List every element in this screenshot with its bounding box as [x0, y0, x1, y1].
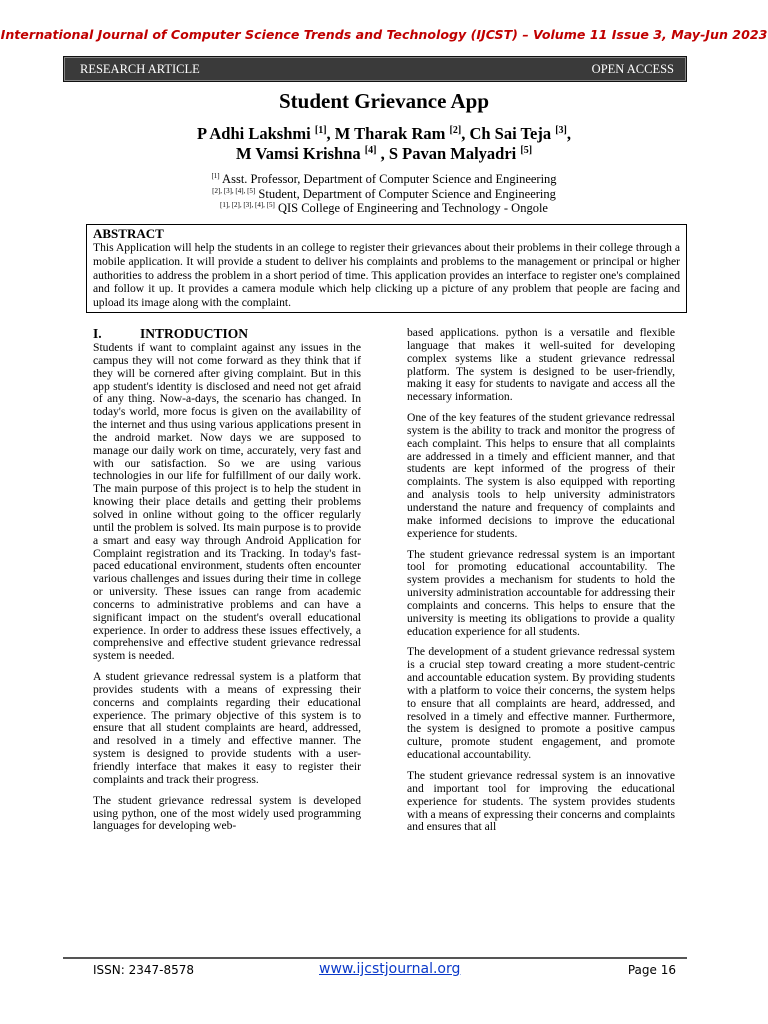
access-label: OPEN ACCESS	[591, 61, 674, 76]
section-title: INTRODUCTION	[140, 326, 249, 341]
paragraph: One of the key features of the student grievance redressal system is the ability to track and monitor the progress of each complaint. This helps to ensure that all complaints are addressed in a timely and efficient manner, and that students are kept informed of the progress of their complaints. The system is also equipped with reporting and analysis tools to help university administrators understand the nature and frequency of complaints and make informed decisions to improve the educational experience for students.	[407, 411, 675, 540]
affiliation-line	[0, 187, 768, 202]
author-name: M Vamsi Krishna	[235, 144, 365, 163]
author-name: P Adhi Lakshmi	[197, 124, 315, 143]
affiliation-ref: [1]	[211, 172, 220, 180]
paragraph: The development of a student grievance redressal system is a crucial step toward creating a more student-centric and accountable education system. By providing students with a platform to voice their concerns, the system helps to ensure that all complaints are heard, addressed, and resolved in a timely and effective manner. Furthermore, the system is designed to promote a positive campus culture, promote student engagement, and promote educational accountability.	[407, 645, 675, 762]
affiliation-ref: [2], [3], [4], [5]	[212, 186, 256, 195]
author-separator: ,	[566, 124, 571, 143]
author-list	[0, 124, 768, 164]
issn-label: ISSN: 2347-8578	[93, 963, 195, 977]
journal-header: International Journal of Computer Science Trends and Technology (IJCST) – Volume 11 Issue 3, May-Jun 2023	[0, 27, 768, 42]
section-number: I.	[93, 326, 102, 341]
paragraph: Students if want to complaint against any issues in the campus they will not come forward as they think that if they will be cornered after giving complaint. But in this app student's identity is disclosed and need not get afraid of any thing. Now-a-days, the scenario has changed. In today's world, more focus is given on the availability of the internet and thus using various applications present in the android market. Now days we are supposed to manage our daily work on time, accurately, very fast and with our satisfaction. So we are using various technologies in our life for fulfillment of our daily work. The main purpose of this project is to help the student in knowing their place details and getting their problems solved in online without going to the officer regularly until the problem is solved. Its main purpose is to provide a smart and easy way through Android Application for Complaint registration and its Tracking. In today's fast-paced educational environment, students often encounter various challenges and issues during their time in college or university. These issues can range from academic concerns to administrative problems and can have a significant impact on the student's overall educational experience. In order to address these issues effectively, a comprehensive and effective student grievance redressal system is needed.	[93, 341, 361, 663]
paragraph: A student grievance redressal system is a platform that provides students with a means of expressing their concerns and complaints regarding their educational experience. The primary objective of this system is to ensure that all student complaints are heard, addressed, and resolved in a timely and effective manner. The system is designed to provide students with a user-friendly interface that makes it easy to register their complaints and track their progress.	[93, 670, 361, 786]
affiliation-text: QIS College of Engineering and Technology - Ongole	[274, 201, 548, 215]
author-ref: [1]	[314, 125, 327, 136]
right-column	[407, 327, 675, 842]
author-name: , Ch Sai Teja	[461, 124, 556, 143]
affiliation-line	[0, 201, 768, 216]
author-ref: [3]	[555, 125, 567, 136]
author-ref: [2]	[449, 125, 462, 136]
paragraph: based applications. python is a versatile and flexible language that makes it well-suited for developing complex systems like a student grievance redressal platform. The system is designed to be user-friendly, making it easy for students to navigate and access all the necessary information.	[407, 326, 675, 404]
abstract-text: This Application will help the students in an college to register their grievances about their problems in their college through a mobile application. It will provide a student to deliver his complaints and problems to the management or principal or higher authorities to address the problem in a short period of time. This application provides an interface to register one's complained and follow it up. It provides a camera module which help clicking up a picture of any problem that people are facing and upload its image along with the complaint.	[93, 241, 680, 310]
author-ref: [4]	[364, 145, 377, 156]
author-ref: [5]	[520, 145, 533, 156]
paragraph: The student grievance redressal system is an innovative and important tool for improving the educational experience for students. The system provides students with a means of expressing their concerns and complaints and ensures that all	[407, 769, 675, 834]
article-type-label: RESEARCH ARTICLE	[80, 61, 200, 76]
paragraph: The student grievance redressal system is an important tool for promoting educational accountability. The system provides a mechanism for students to hold the university administration accountable for addressing their complaints and concerns. This helps to ensure that the university is meeting its obligations to provide a quality education experience for all students.	[407, 547, 675, 638]
affiliation-text: Asst. Professor, Department of Computer Science and Engineering	[219, 172, 557, 186]
affiliation-line	[0, 172, 768, 187]
section-heading	[93, 326, 361, 342]
author-name: , M Tharak Ram	[326, 124, 450, 143]
page-number: Page 16	[627, 963, 676, 977]
author-line-2	[0, 144, 768, 164]
author-name: , S Pavan Malyadri	[376, 144, 521, 163]
abstract-heading: ABSTRACT	[93, 226, 164, 241]
author-line-1	[0, 124, 768, 144]
paper-title: Student Grievance App	[278, 89, 490, 113]
footer-divider	[63, 957, 687, 959]
left-column	[93, 326, 361, 841]
affiliations	[0, 172, 768, 216]
abstract-box	[86, 224, 687, 313]
affiliation-ref: [1], [2], [3], [4], [5]	[220, 201, 275, 209]
journal-link[interactable]: www.ijcstjournal.org	[319, 961, 461, 977]
affiliation-text: Student, Department of Computer Science and Engineering	[255, 186, 556, 201]
article-banner	[63, 56, 687, 82]
paragraph: The student grievance redressal system is developed using python, one of the most widely used programming languages for developing web-	[93, 793, 361, 833]
